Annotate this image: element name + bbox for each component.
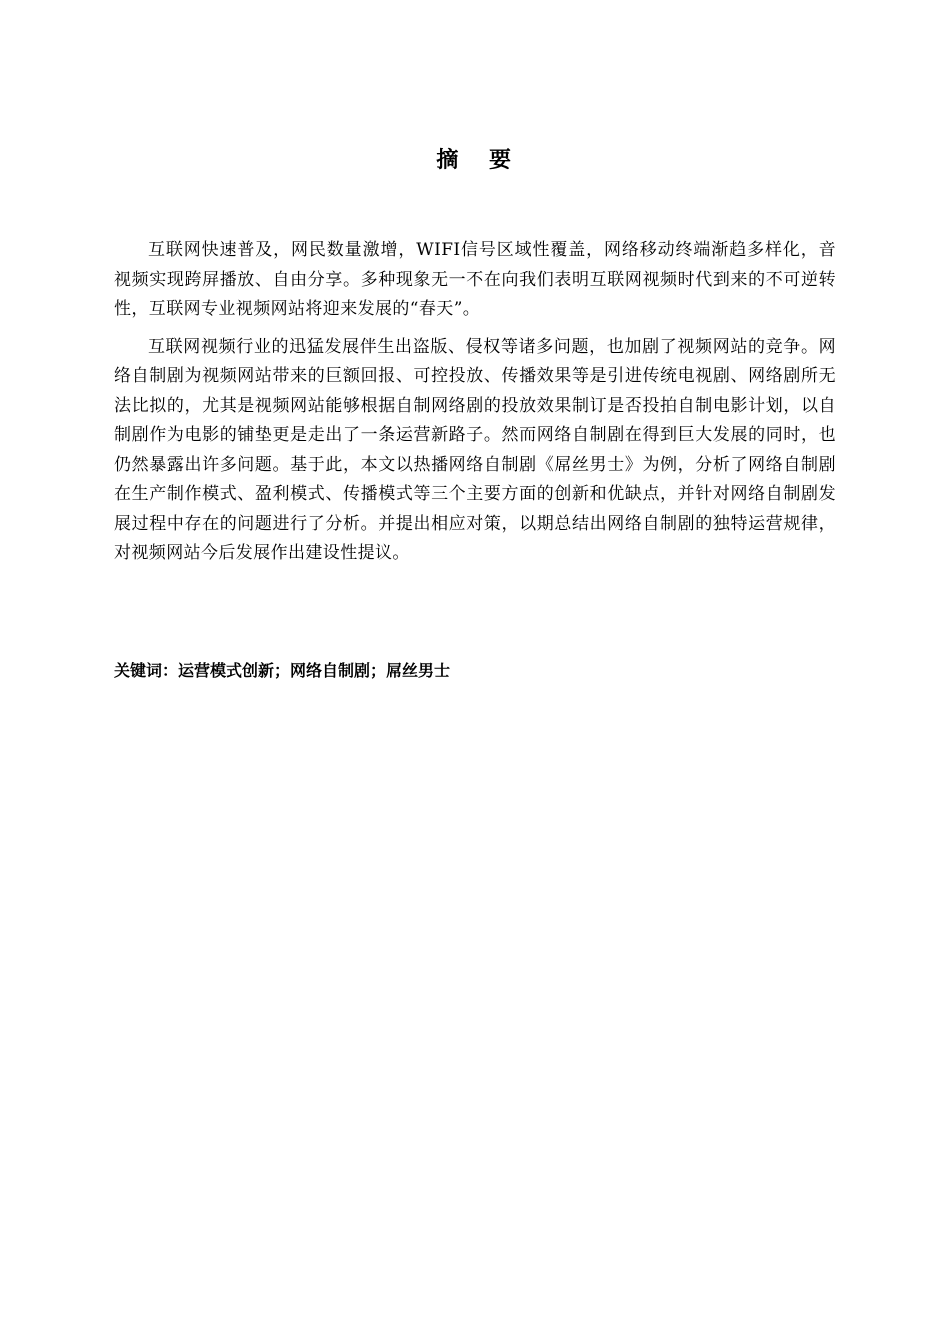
abstract-paragraph-1: 互联网快速普及，网民数量激增，WIFI信号区域性覆盖，网络移动终端渐趋多样化，音视频实现跨屏播放、自由分享。多种现象无一不在向我们表明互联网视频时代到来的不可逆转性，互联网专业视频网站将迎来发展的“春天”。	[114, 240, 836, 319]
keywords-line: 关键词：运营模式创新；网络自制剧；屌丝男士	[114, 661, 451, 680]
abstract-title-char-1: 摘	[436, 148, 461, 173]
abstract-paragraph-2: 互联网视频行业的迅猛发展伴生出盗版、侵权等诸多问题，也加剧了视频网站的竞争。网络自制剧为视频网站带来的巨额回报、可控投放、传播效果等是引进传统电视剧、网络剧所无法比拟的，尤其是视频网站能够根据自制网络剧的投放效果制订是否投拍自制电影计划，以自制剧作为电影的铺垫更是走出了一条运营新路子。然而网络自制剧在得到巨大发展的同时，也仍然暴露出许多问题。基于此，本文以热播网络自制剧《屌丝男士》为例，分析了网络自制剧在生产制作模式、盈利模式、传播模式等三个主要方面的创新和优缺点，并针对网络自制剧发展过程中存在的问题进行了分析。并提出相应对策，以期总结出网络自制剧的独特运营规律，对视频网站今后发展作出建设性提议。	[114, 336, 836, 563]
abstract-body	[114, 236, 836, 577]
abstract-title	[0, 146, 950, 176]
abstract-title-char-2: 要	[489, 148, 514, 173]
